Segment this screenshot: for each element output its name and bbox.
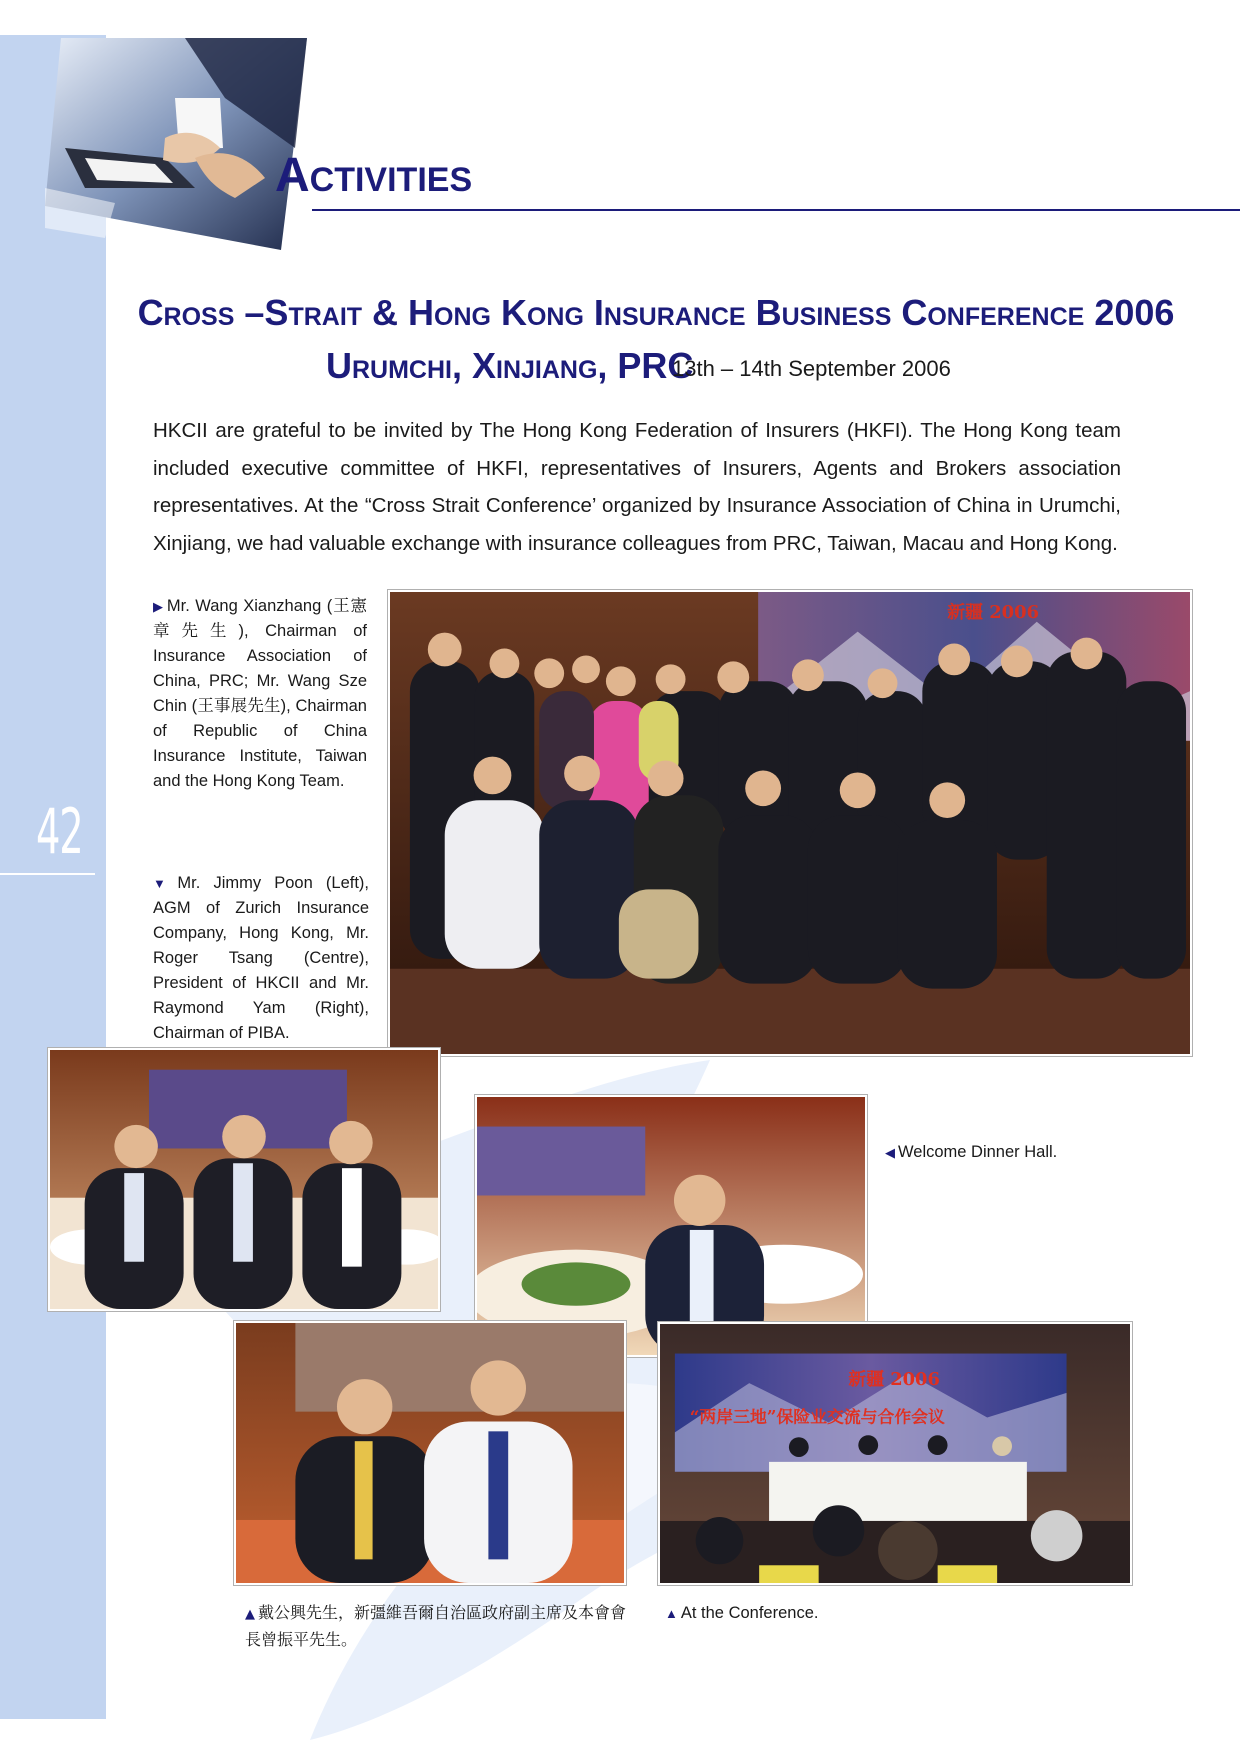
three-men-caption: [153, 871, 369, 1046]
group-photo-caption-text: Mr. Wang Xianzhang (王憲章先生), Chairman of Insurance Association of China, PRC; Mr. Wang Sze Chin (王事展先生), Chairman of Republic of China Insurance Institute, Taiwan and the Hong Kong Team.: [153, 597, 368, 790]
section-title: Activities: [275, 149, 473, 202]
conference-banner-text: “两岸三地”保险业交流与合作会议: [689, 1406, 945, 1427]
three-men-caption-text: Mr. Jimmy Poon (Left), AGM of Zurich Insurance Company, Hong Kong, Mr. Roger Tsang (Centre), President of HKCII and Mr. Raymond Yam (Right), Chairman of PIBA.: [153, 874, 370, 1042]
three-men-photo: [48, 1048, 440, 1311]
triangle-down-icon: ▼: [153, 876, 175, 891]
page-number: 42: [36, 795, 83, 868]
two-men-caption: [245, 1600, 635, 1652]
triangle-up-icon: ▲: [245, 1607, 255, 1622]
conference-room-caption-text: At the Conference.: [680, 1604, 819, 1622]
triangle-left-icon: ◀: [885, 1145, 895, 1160]
conference-title: Cross –Strait & Hong Kong Insurance Business Conference 2006: [137, 292, 1175, 333]
triangle-right-icon: ▶: [153, 599, 164, 614]
conference-room-caption: [665, 1601, 915, 1626]
intro-paragraph: HKCII are grateful to be invited by The Hong Kong Federation of Insurers (HKFI). The Hong Kong team included executive committee of HKFI, representatives of Insurers, Agents and Brokers association representatives. At the “Cross Strait Conference’ organized by Insurance Association of China in Urumchi, Xinjiang, we had valuable exchange with insurance colleagues from PRC, Taiwan, Macau and Hong Kong.: [153, 419, 1121, 555]
conference-year-banner: 新疆 2006: [848, 1369, 940, 1391]
dinner-hall-photo: [475, 1095, 867, 1357]
title-rule: [312, 209, 1240, 211]
year-banner-text: 新疆 2006: [947, 601, 1040, 623]
left-sidebar-band: [0, 35, 106, 1719]
conference-date: 13th – 14th September 2006: [672, 356, 951, 381]
triangle-up-icon: ▲: [665, 1606, 678, 1621]
two-men-photo: [234, 1321, 626, 1585]
two-men-caption-text: 戴公興先生，新彊維吾爾自治區政府副主席及本會會長曾振平先生。: [245, 1603, 627, 1649]
dinner-hall-caption-text: Welcome Dinner Hall.: [898, 1143, 1058, 1161]
group-photo-caption: [153, 594, 367, 794]
header-photo: [45, 38, 307, 250]
group-photo: [388, 590, 1192, 1056]
dinner-hall-caption: [885, 1140, 1135, 1165]
page-number-rule: [0, 873, 95, 875]
conference-location: Urumchi, Xinjiang, PRC: [326, 345, 694, 386]
conference-room-photo: [658, 1322, 1132, 1585]
